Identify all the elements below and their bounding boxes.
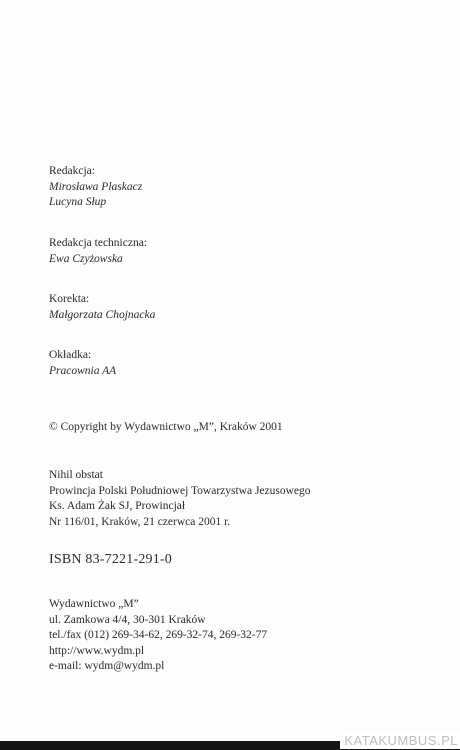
credit-role: Redakcja: [49, 165, 95, 177]
imprimatur-line: Ks. Adam Żak SJ, Prowincjał [49, 500, 186, 512]
publisher-phone: tel./fax (012) 269-34-62, 269-32-74, 269-32-77 [49, 629, 268, 641]
isbn-text: ISBN 83-7221-291-0 [49, 552, 172, 567]
credit-name: Lucyna Słup [49, 196, 107, 208]
credit-technical-editor [49, 236, 147, 267]
publisher-name: Wydawnictwo „M” [49, 598, 139, 610]
imprimatur-line: Nihil obstat [49, 469, 103, 481]
watermark: KATAKUMBUS.PL [340, 733, 460, 749]
credit-role: Redakcja techniczna: [49, 237, 148, 249]
imprimatur-line: Nr 116/01, Kraków, 21 czerwca 2001 r. [49, 515, 231, 528]
credit-name: Mirosława Plaskacz [49, 180, 143, 193]
imprimatur-line: Prowincja Polski Południowej Towarzystwa Jezusowego [49, 484, 311, 497]
publisher-address: ul. Zamkowa 4/4, 30-301 Kraków [49, 613, 206, 626]
publisher-info [49, 597, 267, 675]
credit-editors [49, 164, 142, 211]
imprimatur [49, 468, 311, 530]
credit-role: Korekta: [49, 293, 90, 305]
credit-name: Ewa Czyżowska [49, 252, 123, 265]
credit-name: Małgorzata Chojnacka [49, 308, 156, 321]
publisher-email: e-mail: wydm@wydm.pl [49, 660, 165, 672]
credit-name: Pracownia AA [49, 364, 117, 377]
copyright-notice [49, 420, 283, 436]
credit-proofreading [49, 292, 155, 323]
isbn [49, 552, 172, 568]
copyright-text: © Copyright by Wydawnictwo „M”, Kraków 2001 [49, 421, 283, 433]
credit-cover [49, 348, 116, 379]
credit-role: Okładka: [49, 349, 92, 361]
publisher-website: http://www.wydm.pl [49, 644, 145, 657]
